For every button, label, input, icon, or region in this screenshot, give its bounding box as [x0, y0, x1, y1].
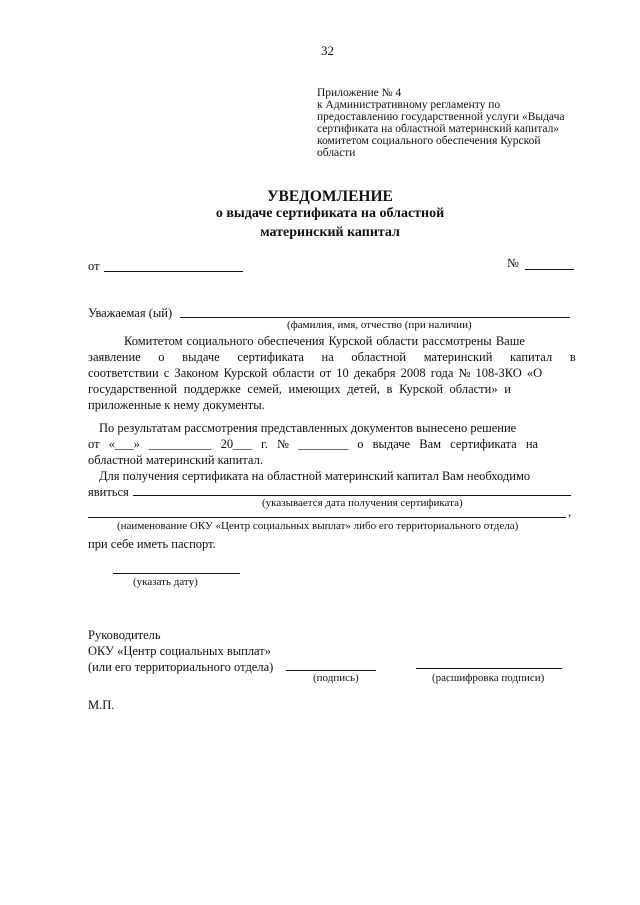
from-label: от: [88, 259, 100, 273]
appendix-line: к Административному регламенту по: [317, 99, 501, 111]
paragraph-line: соответствии с Законом Курской области от 10 декабря 2008 года № 108-ЗКО «О: [88, 366, 543, 380]
paragraph-line: приложенные к нему документы.: [88, 398, 265, 412]
appendix-line: предоставлению государственной услуги «Выдача: [317, 111, 565, 123]
appendix-line: области: [317, 147, 356, 159]
document-title: УВЕДОМЛЕНИЕ: [267, 188, 393, 205]
paragraph-line: По результатам рассмотрения представленных документов вынесено решение: [99, 421, 517, 435]
date-hint: (указывается дата получения сертификата): [262, 497, 463, 509]
seal-mark: М.П.: [88, 698, 115, 712]
signature-line: Руководитель: [88, 628, 161, 642]
paragraph-line: явиться: [88, 485, 129, 499]
fio-hint: (фамилия, имя, отчество (при наличии): [287, 319, 472, 331]
paragraph-line: Для получения сертификата на областной материнский капитал Вам необходимо: [99, 469, 531, 483]
paragraph-line: Комитетом социального обеспечения Курской области рассмотрены Ваше: [124, 334, 525, 348]
dear-label: Уважаемая (ый): [88, 306, 173, 320]
paragraph-line: заявление о выдаче сертификата на областной материнский капитал в: [88, 350, 576, 364]
fio-field[interactable]: [180, 317, 570, 318]
paragraph-line: от «___» __________ 20___ г. № ________ о выдаче Вам сертификата на: [88, 437, 539, 451]
number-field[interactable]: [525, 269, 574, 270]
document-subtitle: о выдаче сертификата на областной: [215, 206, 445, 221]
oku-name-field[interactable]: [88, 517, 566, 518]
receive-date-field[interactable]: [133, 495, 571, 496]
sign-date-field[interactable]: [113, 573, 240, 574]
paragraph-line: государственной поддержке семей, имеющих детей, в Курской области» и: [88, 382, 511, 396]
page-number: 32: [321, 43, 334, 58]
signature-decode-field[interactable]: [416, 668, 562, 669]
signature-line: (или его территориального отдела): [88, 660, 274, 674]
comma: ,: [568, 505, 572, 519]
decode-hint: (расшифровка подписи): [432, 672, 545, 684]
paragraph-line: областной материнский капитал.: [88, 453, 263, 467]
from-date-field[interactable]: [104, 271, 243, 272]
signature-field[interactable]: [286, 670, 376, 671]
appendix-line: Приложение № 4: [317, 87, 402, 99]
signature-hint: (подпись): [313, 672, 359, 684]
appendix-line: сертификата на областной материнский капитал»: [317, 123, 560, 135]
signature-line: ОКУ «Центр социальных выплат»: [88, 644, 271, 658]
document-subtitle: материнский капитал: [260, 225, 400, 240]
appendix-line: комитетом социального обеспечения Курской: [317, 135, 541, 147]
oku-hint: (наименование ОКУ «Центр социальных выплат» либо его территориального отдела): [117, 520, 519, 532]
number-label: №: [507, 256, 519, 270]
date-sign-hint: (указать дату): [133, 576, 198, 588]
passport-note: при себе иметь паспорт.: [88, 537, 216, 551]
